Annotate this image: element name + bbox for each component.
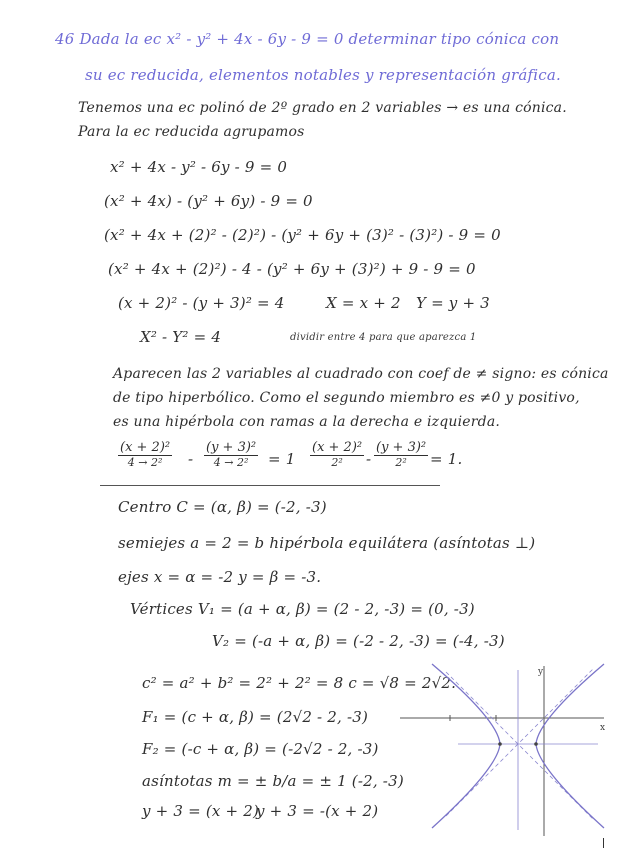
step-4: (x² + 4x + (2)²) - 4 - (y² + 6y + (3)²) + 9 - 9 = 0 — [108, 260, 476, 278]
analysis-line-3: es una hipérbola con ramas a la derecha e izquierda. — [113, 414, 501, 430]
step-2: (x² + 4x) - (y² + 6y) - 9 = 0 — [104, 192, 313, 210]
vertex-2-line: V₂ = (-a + α, β) = (-2 - 2, -3) = (-4, -3) — [212, 632, 505, 650]
c-squared-line: c² = a² + b² = 2² + 2² = 8 c = √8 = 2√2. — [142, 674, 457, 692]
vertex-1-line: Vértices V₁ = (a + α, β) = (2 - 2, -3) = (0, -3) — [130, 600, 475, 618]
fraction-x-num-2: (x + 2)² — [312, 440, 363, 455]
fraction-x-den: 4 → 2² — [127, 456, 163, 469]
y-axis-label: y — [538, 667, 544, 677]
substitution-x: X = x + 2 — [326, 294, 401, 312]
vertex-point-left — [498, 742, 502, 746]
asymptotes-line: asíntotas m = ± b/a = ± 1 (-2, -3) — [142, 772, 404, 790]
fraction-x-num: (x + 2)² — [120, 440, 171, 455]
step-3: (x² + 4x + (2)² - (2)²) - (y² + 6y + (3)² - (3)²) - 9 = 0 — [104, 226, 501, 244]
fraction-x-den-2: 2² — [331, 456, 343, 469]
semiaxes-line: semiejes a = 2 = b hipérbola equilátera (asíntotas ⊥) — [118, 534, 536, 552]
fraction-equals-2: = 1. — [430, 450, 463, 468]
substitution-y: Y = y + 3 — [416, 294, 490, 312]
problem-line-1: 46 Dada la ec x² - y² + 4x - 6y - 9 = 0 determinar tipo cónica con — [55, 30, 560, 48]
problem-line-2: su ec reducida, elementos notables y representación gráfica. — [85, 66, 561, 84]
fraction-equals-1: = 1 — [268, 450, 296, 468]
hyperbola-right-branch — [536, 664, 604, 828]
focus-1-line: F₁ = (c + α, β) = (2√2 - 2, -3) — [142, 708, 369, 726]
focus-2-line: F₂ = (-c + α, β) = (-2√2 - 2, -3) — [142, 740, 379, 758]
fraction-y-term-2 — [374, 440, 428, 469]
analysis-line-1: Aparecen las 2 variables al cuadrado con coef de ≠ signo: es cónica — [113, 366, 609, 382]
fraction-x-term — [118, 440, 172, 469]
center-line: Centro C = (α, β) = (-2, -3) — [118, 498, 327, 516]
asymptote-2: y + 3 = -(x + 2) — [256, 802, 379, 820]
step-5: (x + 2)² - (y + 3)² = 4 — [118, 294, 285, 312]
fraction-minus-2: - — [366, 450, 372, 468]
fraction-y-den-2: 2² — [395, 456, 407, 469]
fraction-y-term — [204, 440, 258, 469]
intro-line-2: Para la ec reducida agrupamos — [78, 124, 305, 140]
divide-note: dividir entre 4 para que aparezca 1 — [290, 332, 477, 343]
fraction-x-term-2 — [310, 440, 364, 469]
vertex-point-right — [534, 742, 538, 746]
fraction-y-den: 4 → 2² — [213, 456, 249, 469]
intro-line-1: Tenemos una ec polinó de 2º grado en 2 variables → es una cónica. — [78, 100, 567, 116]
asymptote-1: y + 3 = (x + 2) — [142, 802, 260, 820]
analysis-line-2: de tipo hiperbólico. Como el segundo miembro es ≠0 y positivo, — [113, 390, 580, 406]
asymptote-line-2 — [446, 668, 594, 816]
hyperbola-left-branch — [432, 664, 500, 828]
step-6: X² - Y² = 4 — [140, 328, 222, 346]
axes-line: ejes x = α = -2 y = β = -3. — [118, 568, 322, 586]
fraction-minus-1: - — [188, 450, 194, 468]
section-divider — [100, 485, 440, 486]
fraction-y-num-2: (y + 3)² — [376, 440, 427, 455]
x-axis-label: x — [600, 723, 606, 733]
step-1: x² + 4x - y² - 6y - 9 = 0 — [110, 158, 288, 176]
fraction-y-num: (y + 3)² — [206, 440, 257, 455]
hyperbola-graph — [398, 660, 610, 840]
